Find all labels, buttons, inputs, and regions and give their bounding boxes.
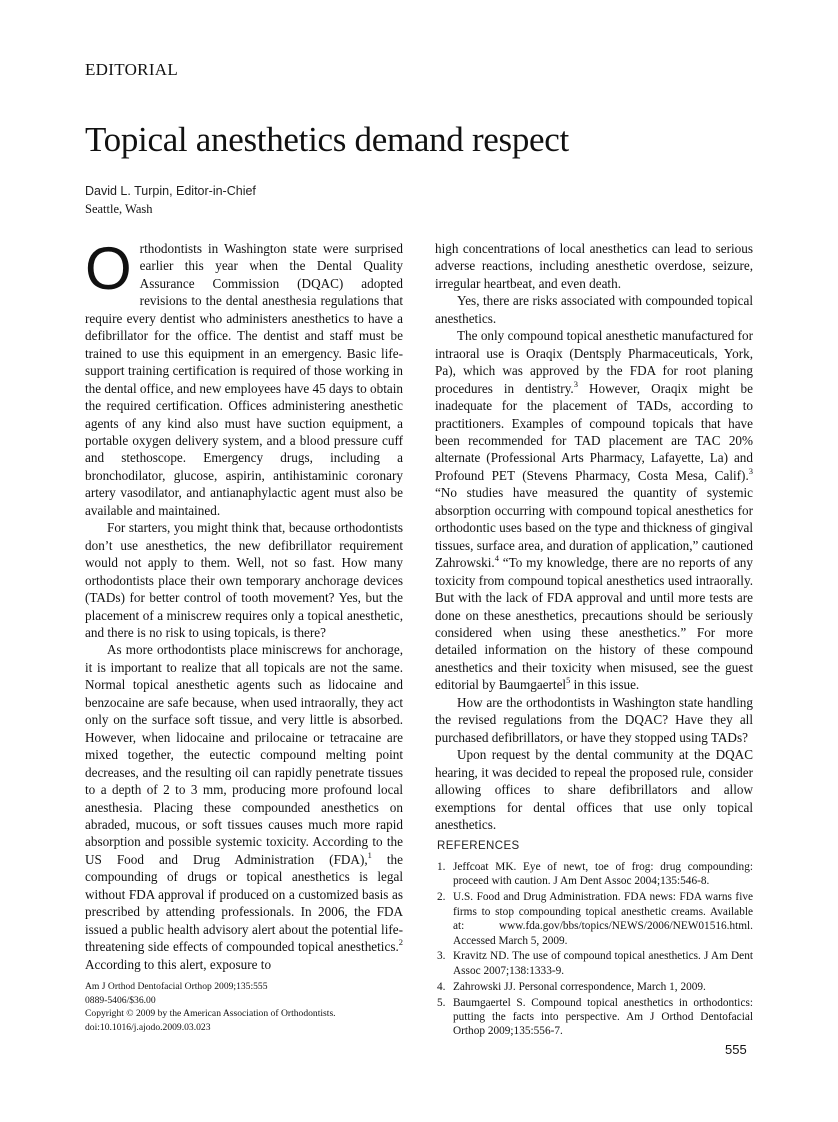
paragraph-text: How are the orthodontists in Washington state handling the revised regulations from the DQAC? Have they all purchased defibrillators, or have they stopped using TADs? (435, 694, 753, 745)
reference-superscript[interactable]: 1 (367, 849, 372, 860)
reference-item (437, 980, 753, 994)
article-title: Topical anesthetics demand respect (85, 120, 569, 159)
reference-text: Baumgaertel S. Compound topical anesthetics in orthodontics: putting the facts into perspective. Am J Orthod Dentofacial Orthop 2009;135:556-7. (453, 996, 753, 1038)
body-paragraph (85, 641, 403, 973)
paragraph-text: in this issue. (570, 677, 640, 693)
page-number: 555 (725, 1042, 747, 1057)
journal-citation: Am J Orthod Dentofacial Orthop 2009;135:555 (85, 981, 268, 992)
reference-number: 2. (437, 891, 446, 904)
paragraph-text: As more orthodontists place miniscrews for anchorage, it is important to realize that all topicals are not the same. Normal topical anesthetic agents such as lidocaine and benzocaine are safe because, when used intraorally, they act only on the surface soft tissue, and very little is absorbed. However, when lidocaine and prilocaine or tetracaine are mixed together, the eutectic compound melting point decreases, and the resulting oil can rapidly penetrate tissues to a depth of 2 to 3 mm, producing more profound local anesthesia. Placing these compounded anesthetics on abraded, mucous, or soft tissues causes much more rapid absorption and possible systemic toxicity. According to the US Food and Drug Administration (FDA), (85, 642, 403, 867)
reference-number: 1. (437, 861, 446, 873)
paragraph-text: However, Oraqix might be inadequate for the placement of TADs, according to practitioners. Examples of compound topicals that have been recommended for TAD placement are TAC 20% alternate (Professional Arts Pharmacy, Lafayette, La) and Profound PET (Stevens Pharmacy, Costa Mesa, Calif). (435, 380, 753, 483)
paragraph-text: Upon request by the dental community at the DQAC hearing, it was decided to repeal the proposed rule, consider allowing offices to share defibrillators and allow exemptions for dental offices that use only topical anesthetics. (435, 747, 753, 832)
body-paragraph (435, 746, 753, 833)
reference-text: Zahrowski JJ. Personal correspondence, March 1, 2009. (453, 980, 706, 993)
reference-number: 5. (437, 996, 446, 1009)
left-column (85, 235, 403, 973)
paragraph-text: the compounding of drugs or topical anesthetics is legal without FDA approval if produced on a customized basis as prescribed by attending professionals. In 2006, the FDA issued a public health advisory alert about the potential life-threatening side effects of compounded topical anesthetics. (85, 851, 403, 955)
reference-item (437, 996, 753, 1039)
paragraph-text: Yes, there are risks associated with compounded topical anesthetics. (435, 293, 753, 326)
reference-number: 3. (437, 950, 446, 963)
copyright: Copyright © 2009 by the American Association of Orthodontists. (85, 1008, 336, 1020)
citation-footer (85, 980, 336, 1034)
section-label: EDITORIAL (85, 60, 179, 79)
paragraph-text: rthodontists in Washington state were surprised earlier this year when the Dental Quality Assurance Commission (DQAC) adopted revisions to the dental anesthesia regulations that require every dentist who administers anesthetics to have a defibrillator for the office. The dentist and staff must be trained to use this equipment in an emergency. Basic life-support training certification is required of those working in the dental office, and new employees have 45 days to obtain the required certification. Offices administering anesthetic agents of any kind also must have suction equipment, a portable oxygen delivery system, and a blood pressure cuff and stethoscope. Emergency drugs, including a bronchodilator, glucose, aspirin, antihistaminic coronary artery vasodilator, and antianaphylactic agent must also be available and maintained. (85, 241, 403, 518)
paragraph-text: high concentrations of local anesthetics can lead to serious adverse reactions, including anesthetic overdose, seizure, irregular heartbeat, and even death. (435, 241, 753, 291)
reference-superscript[interactable]: 3 (573, 378, 578, 389)
paragraph-text: The only compound topical anesthetic manufactured for intraoral use is Oraqix (Dentsply Pharmaceuticals, York, Pa), which was approved by the FDA for root planing procedures in dentistry. (435, 328, 753, 396)
reference-item (437, 890, 753, 948)
author-line: David L. Turpin, Editor-in-Chief (85, 184, 256, 198)
reference-superscript[interactable]: 4 (494, 553, 499, 564)
paragraph-text: According to this alert, exposure to (85, 956, 272, 972)
body-paragraph (435, 327, 753, 694)
paragraph-text: For starters, you might think that, because orthodontists don’t use anesthetics, the new defibrillator requirement would not apply to them. Well, not so fast. How many orthodontists place their own temporary anchorage devices (TADs) for better control of tooth movement? Yes, but the placement of a miniscrew requires only a topical anesthetic, and there is no risk to using topicals, is there? (85, 520, 403, 640)
reference-text: U.S. Food and Drug Administration. FDA news: FDA warns five firms to stop compounding topical anesthetic creams. Available at: www.fda.gov/bbs/topics/NEWS/2006/NEW01516.html. Accessed March 5, 2009. (453, 891, 753, 947)
paragraph-text: “No studies have measured the quantity of systemic absorption occurring with compound topical anesthetics for orthodontic uses based on the type and thickness of gingival tissues, surface area, and duration of application,” cautioned Zahrowski. (435, 485, 753, 571)
paragraph-text: “To my knowledge, there are no reports of any toxicity from compound topical anesthetics used intraorally. But with the lack of FDA approval and until more tests are done on these anesthetics, precautions should be seriously considered when using these anesthetics.” For more detailed information on the history of these compound anesthetics and their toxicity when misused, see the guest editorial by Baumgaertel (435, 555, 753, 693)
body-paragraph (85, 519, 403, 641)
reference-superscript[interactable]: 3 (748, 465, 753, 476)
reference-item (437, 860, 753, 889)
reference-superscript[interactable]: 2 (398, 937, 403, 948)
body-paragraph (85, 235, 403, 519)
references-heading: REFERENCES (437, 840, 520, 852)
right-column (435, 240, 753, 833)
reference-number: 4. (437, 980, 446, 993)
drop-cap: O (85, 235, 132, 302)
reference-text: Kravitz ND. The use of compound topical anesthetics. J Am Dent Assoc 2007;138:1333-9. (453, 950, 753, 977)
author-affiliation: Seattle, Wash (85, 202, 153, 216)
reference-superscript[interactable]: 5 (566, 675, 571, 686)
reference-text: Jeffcoat MK. Eye of newt, toe of frog: drug compounding: proceed with caution. J Am Dent Assoc 2004;135:546-8. (453, 861, 753, 888)
body-paragraph (435, 240, 753, 292)
reference-item (437, 949, 753, 978)
references-list (437, 860, 753, 1040)
issn-price: 0889-5406/$36.00 (85, 994, 156, 1006)
doi: doi:10.1016/j.ajodo.2009.03.023 (85, 1021, 211, 1033)
body-paragraph (435, 694, 753, 746)
body-paragraph (435, 292, 753, 327)
